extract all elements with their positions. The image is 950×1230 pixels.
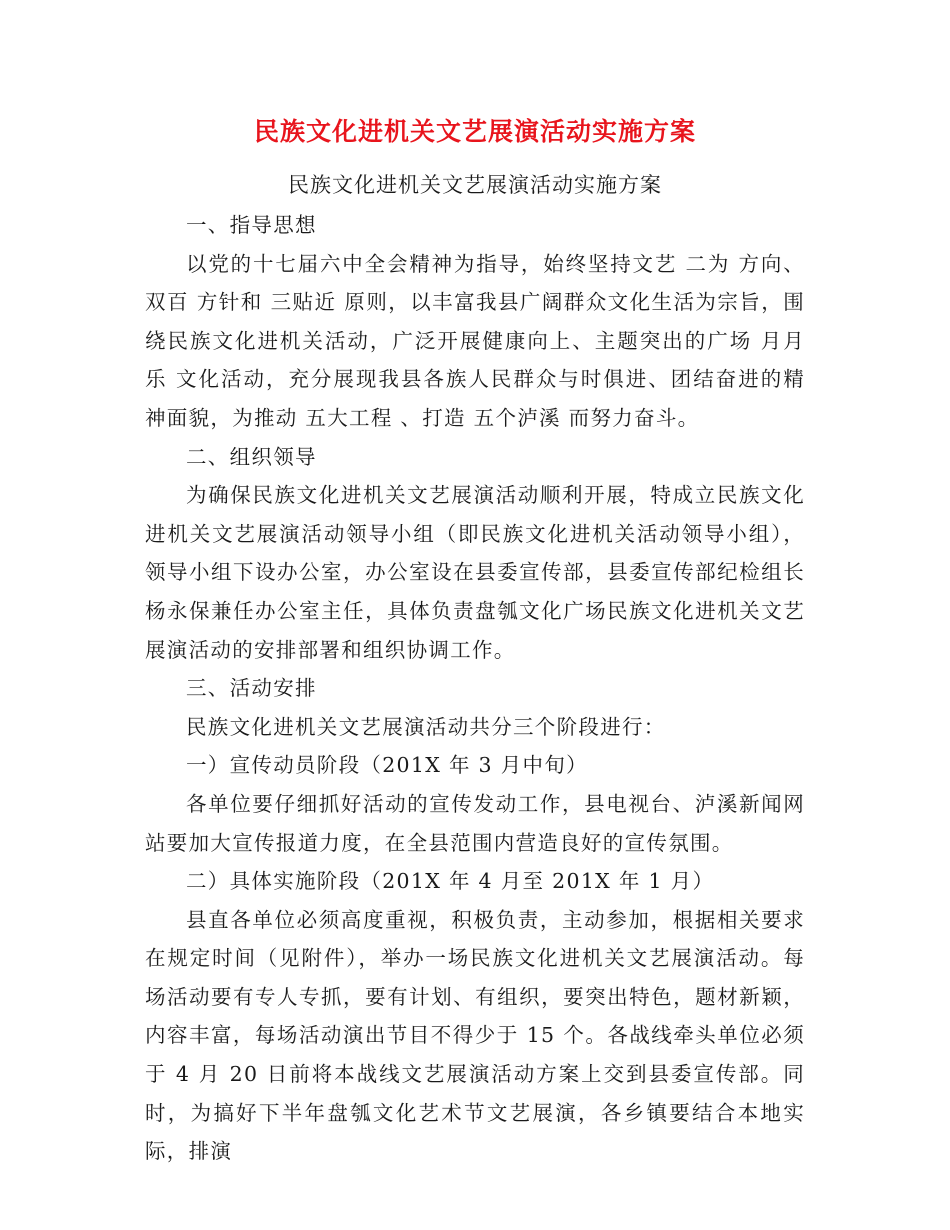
paragraph-implementation-stage: 县直各单位必须高度重视，积极负责，主动参加，根据相关要求在规定时间（见附件），举办一场民族文化进机关文艺展演活动。每场活动要有专人专抓，要有计划、有组织，要突出特色，题材新颖，内容丰富，每场活动演出节目不得少于 15 个。各战线牵头单位必须于 4 月 20 日前将本战线文艺展演活动方案上交到县委宣传部。同时，为搞好下半年盘瓠文化艺术节文艺展演，各乡镇要结合本地实际，排演 [145, 907, 805, 1164]
section-heading-guiding-ideology: 一、指导思想 [186, 213, 317, 237]
paragraph-organization: 为确保民族文化进机关文艺展演活动顺利开展，特成立民族文化进机关文艺展演活动领导小组（即民族文化进机关活动领导小组），领导小组下设办公室，办公室设在县委宣传部，县委宣传部纪检组长杨永保兼任办公室主任，具体负责盘瓠文化广场民族文化进机关文艺展演活动的安排部署和组织协调工作。 [145, 483, 805, 662]
document-title: 民族文化进机关文艺展演活动实施方案 [253, 117, 696, 146]
subheading-implementation-stage: 二）具体实施阶段（201X 年 4 月至 201X 年 1 月） [186, 869, 715, 894]
paragraph-mobilization-stage: 各单位要仔细抓好活动的宣传发动工作，县电视台、泸溪新闻网站要加大宣传报道力度，在全县范围内营造良好的宣传氛围。 [145, 791, 805, 855]
document-body [145, 206, 805, 1171]
paragraph-guiding-ideology: 以党的十七届六中全会精神为指导，始终坚持文艺 二为 方向、双百 方针和 三贴近 原则，以丰富我县广阔群众文化生活为宗旨，围绕民族文化进机关活动，广泛开展健康向上、主题突出的广场 月月乐 文化活动，充分展现我县各族人民群众与时俱进、团结奋进的精神面貌，为推动 五大工程 、打造 五个泸溪 而努力奋斗。 [145, 251, 805, 430]
paragraph-stages-intro: 民族文化进机关文艺展演活动共分三个阶段进行： [186, 714, 666, 739]
section-heading-arrangement: 三、活动安排 [186, 676, 317, 701]
section-heading-organization: 二、组织领导 [186, 444, 317, 469]
document-subtitle: 民族文化进机关文艺展演活动实施方案 [288, 173, 662, 197]
subheading-mobilization-stage: 一）宣传动员阶段（201X 年 3 月中旬） [186, 753, 588, 778]
